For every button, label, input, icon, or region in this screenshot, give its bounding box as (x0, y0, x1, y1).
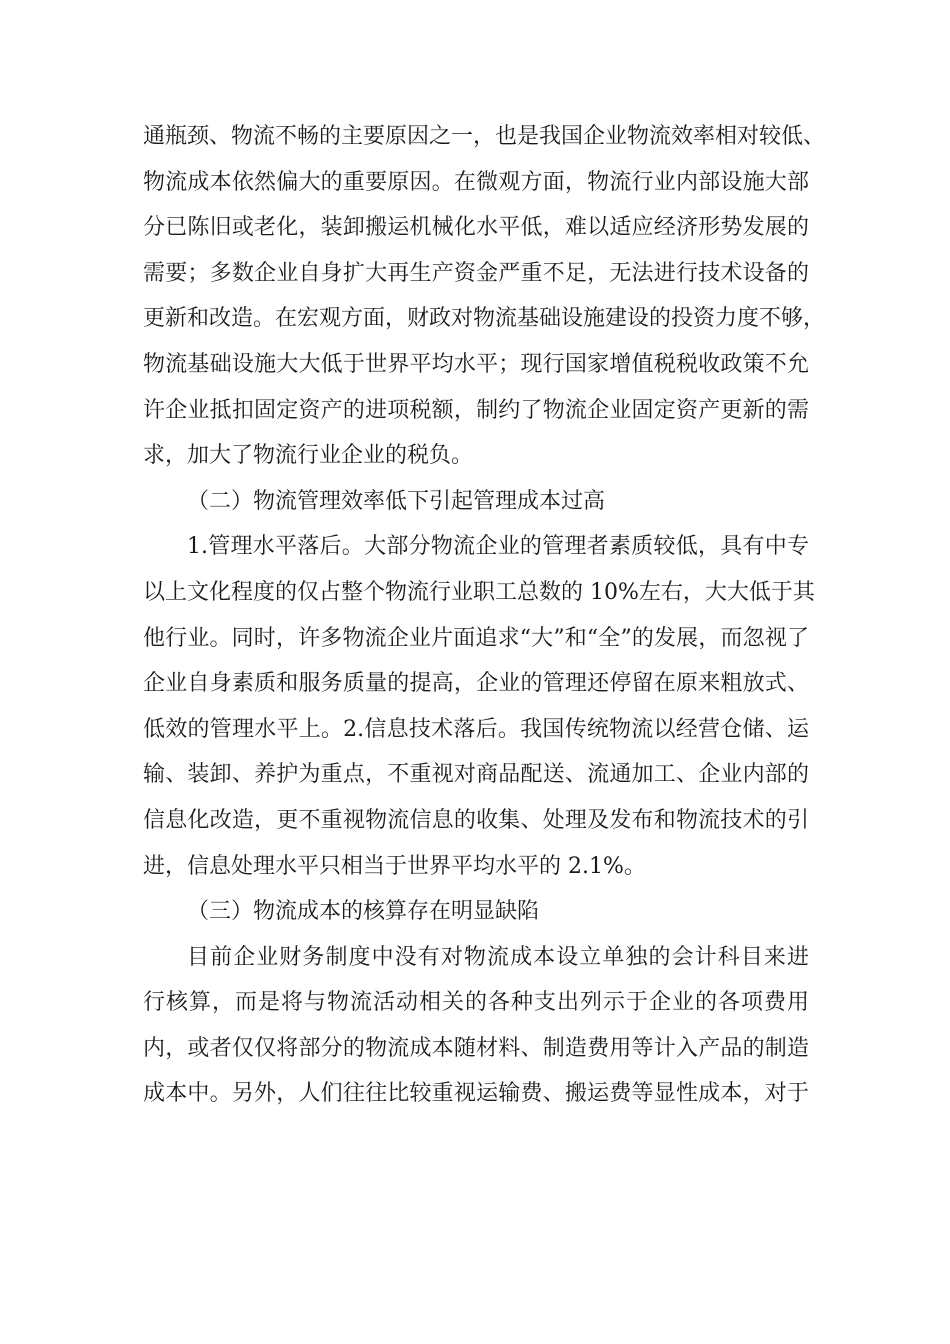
body-text (143, 114, 826, 1117)
text-line: 需要；多数企业自身扩大再生产资金严重不足，无法进行技术设备的 (143, 260, 809, 286)
text-line: 信息化改造，更不重视物流信息的收集、处理及发布和物流技术的引 (143, 807, 809, 833)
text-line: 以上文化程度的仅占整个物流行业职工总数的 10%左右，大大低于其 (143, 579, 815, 605)
text-line: 内，或者仅仅将部分的物流成本随材料、制造费用等计入产品的制造 (143, 1035, 809, 1061)
text-line: 求，加大了物流行业企业的税负。 (143, 443, 474, 469)
text-line: 更新和改造。在宏观方面，财政对物流基础设施建设的投资力度不够， (143, 306, 826, 332)
text-line: 输、装卸、养护为重点，不重视对商品配送、流通加工、企业内部的 (143, 762, 809, 788)
text-line: 他行业。同时，许多物流企业片面追求“大”和“全”的发展，而忽视了 (143, 625, 809, 651)
text-line: 物流成本依然偏大的重要原因。在微观方面，物流行业内部设施大部 (143, 169, 809, 195)
text-line: 目前企业财务制度中没有对物流成本设立单独的会计科目来进 (187, 944, 809, 970)
text-line: 1.管理水平落后。大部分物流企业的管理者素质较低，具有中专 (187, 534, 809, 560)
text-line: 企业自身素质和服务质量的提高，企业的管理还停留在原来粗放式、 (143, 671, 809, 697)
text-line: 低效的管理水平上。2.信息技术落后。我国传统物流以经营仓储、运 (143, 716, 809, 742)
text-line: 成本中。另外，人们往往比较重视运输费、搬运费等显性成本，对于 (143, 1081, 809, 1107)
text-line: 许企业抵扣固定资产的进项税额，制约了物流企业固定资产更新的需 (143, 397, 809, 423)
text-line: 通瓶颈、物流不畅的主要原因之一，也是我国企业物流效率相对较低、 (143, 124, 826, 149)
text-line: 物流基础设施大大低于世界平均水平；现行国家增值税税收政策不允 (143, 351, 809, 377)
text-line: （二）物流管理效率低下引起管理成本过高 (187, 488, 606, 514)
text-line: 分已陈旧或老化，装卸搬运机械化水平低，难以适应经济形势发展的 (143, 215, 809, 241)
text-line: 进，信息处理水平只相当于世界平均水平的 2.1%。 (143, 853, 646, 879)
text-line: 行核算，而是将与物流活动相关的各种支出列示于企业的各项费用 (143, 990, 809, 1016)
text-line: （三）物流成本的核算存在明显缺陷 (187, 899, 540, 925)
